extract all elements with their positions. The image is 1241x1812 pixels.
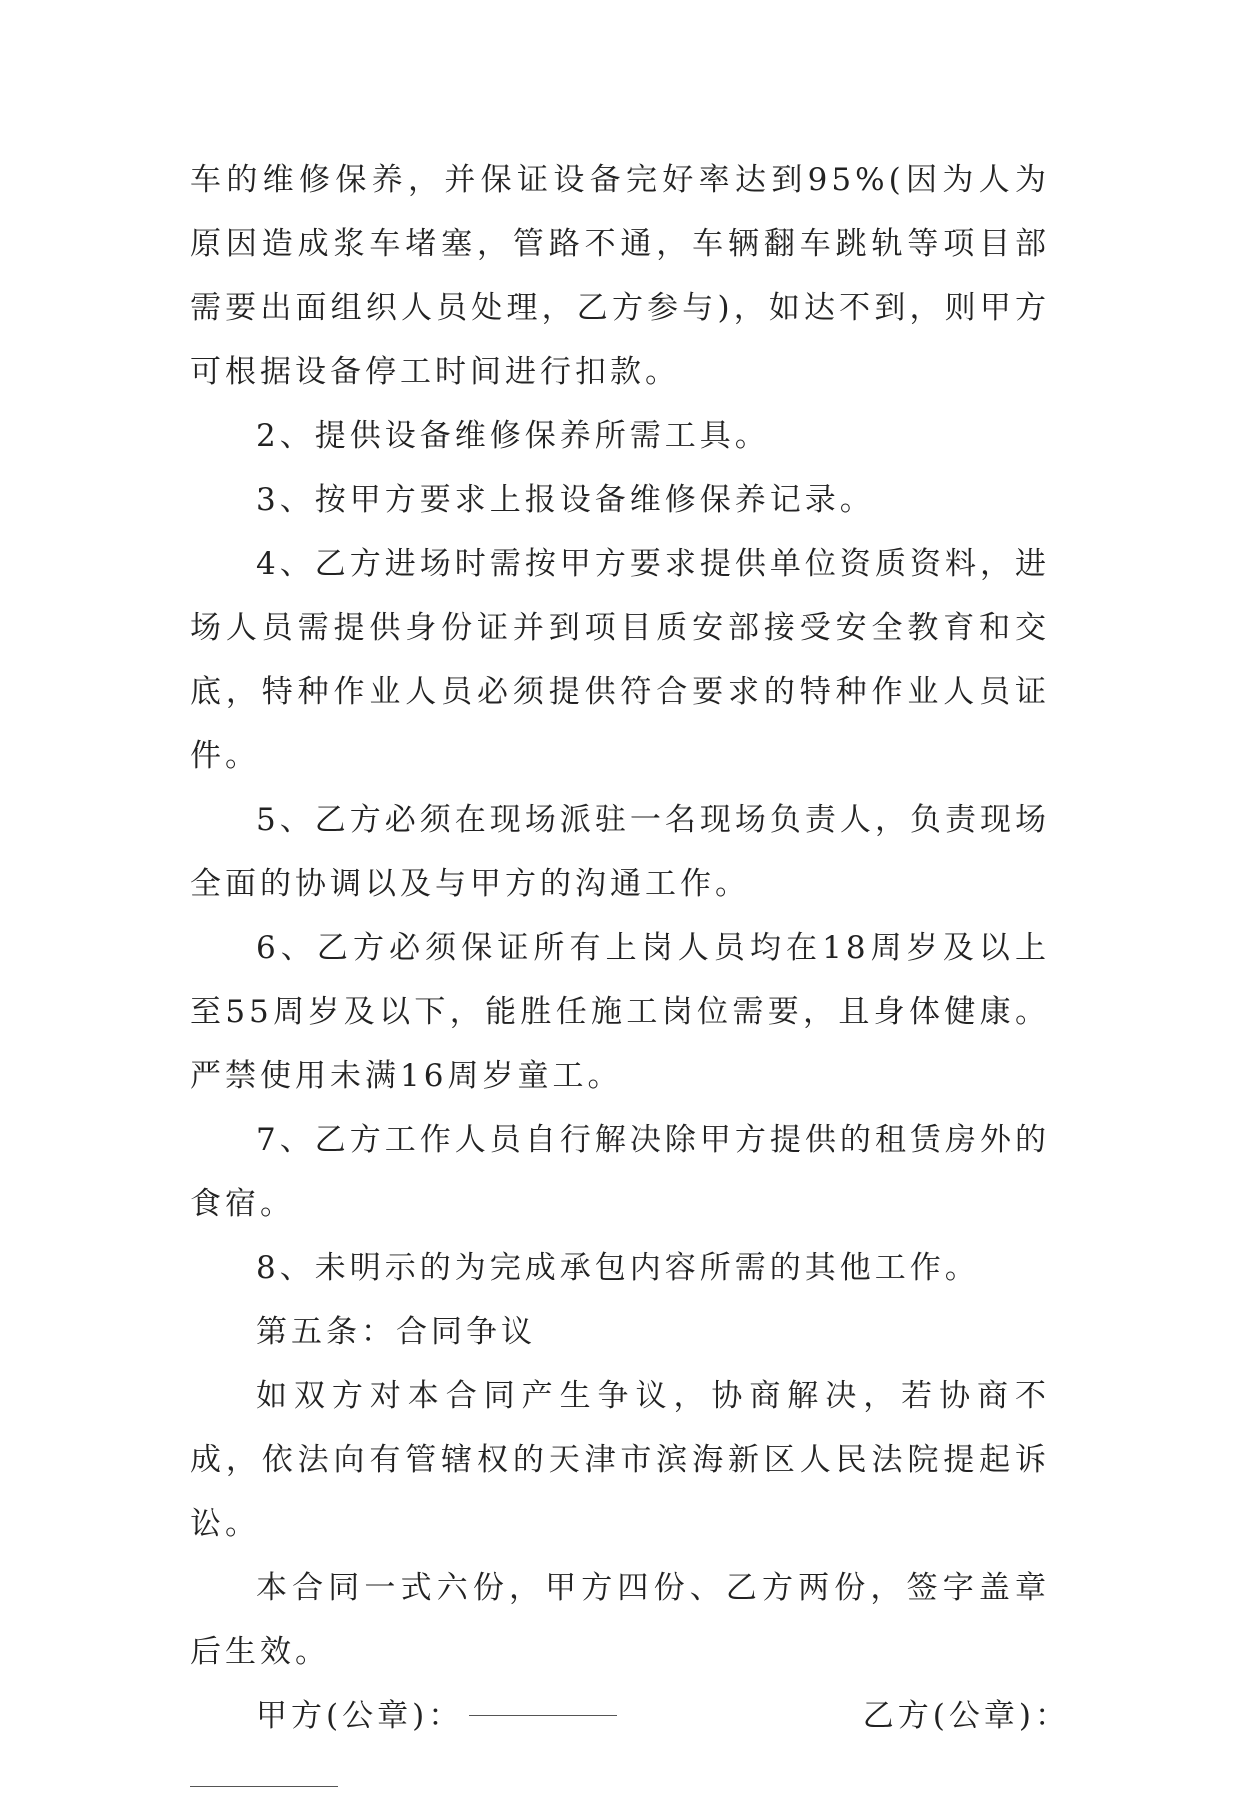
party-b-label: 乙方(公章)： [862, 1698, 1070, 1734]
party-b-signature [863, 1684, 1070, 1748]
paragraph-6: 6、乙方必须保证所有上岗人员均在18周岁及以上至55周岁及以下，能胜任施工岗位需要，且身体健康。严禁使用未满16周岁童工。 [190, 930, 1050, 1094]
paragraph-dispute: 如双方对本合同产生争议，协商解决，若协商不成，依法向有管辖权的天津市滨海新区人民法院提起诉讼。 [190, 1378, 1050, 1542]
signature-row [190, 1684, 1070, 1748]
paragraph-1: 车的维修保养，并保证设备完好率达到95%(因为人为原因造成浆车堵塞，管路不通，车辆翻车跳轨等项目部需要出面组织人员处理，乙方参与)，如达不到，则甲方可根据设备停工时间进行扣款。 [190, 162, 1050, 390]
party-a-signature [256, 1684, 617, 1748]
paragraph-5: 5、乙方必须在现场派驻一名现场负责人，负责现场全面的协调以及与甲方的沟通工作。 [190, 802, 1050, 902]
party-b-blank-row [190, 1748, 1050, 1812]
section-heading-article-5: 第五条：合同争议 [256, 1314, 536, 1350]
document-body [190, 148, 1070, 1812]
paragraph-2: 2、提供设备维修保养所需工具。 [256, 418, 770, 454]
party-a-blank-line [469, 1715, 617, 1716]
paragraph-7: 7、乙方工作人员自行解决除甲方提供的租赁房外的食宿。 [190, 1122, 1050, 1222]
party-a-label: 甲方(公章)： [256, 1698, 464, 1734]
paragraph-4: 4、乙方进场时需按甲方要求提供单位资质资料，进场人员需提供身份证并到项目质安部接受安全教育和交底，特种作业人员必须提供符合要求的特种作业人员证件。 [190, 546, 1050, 774]
party-b-blank-line [190, 1786, 338, 1787]
paragraph-8: 8、未明示的为完成承包内容所需的其他工作。 [256, 1250, 980, 1286]
paragraph-3: 3、按甲方要求上报设备维修保养记录。 [256, 482, 875, 518]
paragraph-copies: 本合同一式六份，甲方四份、乙方两份，签字盖章后生效。 [190, 1570, 1050, 1670]
